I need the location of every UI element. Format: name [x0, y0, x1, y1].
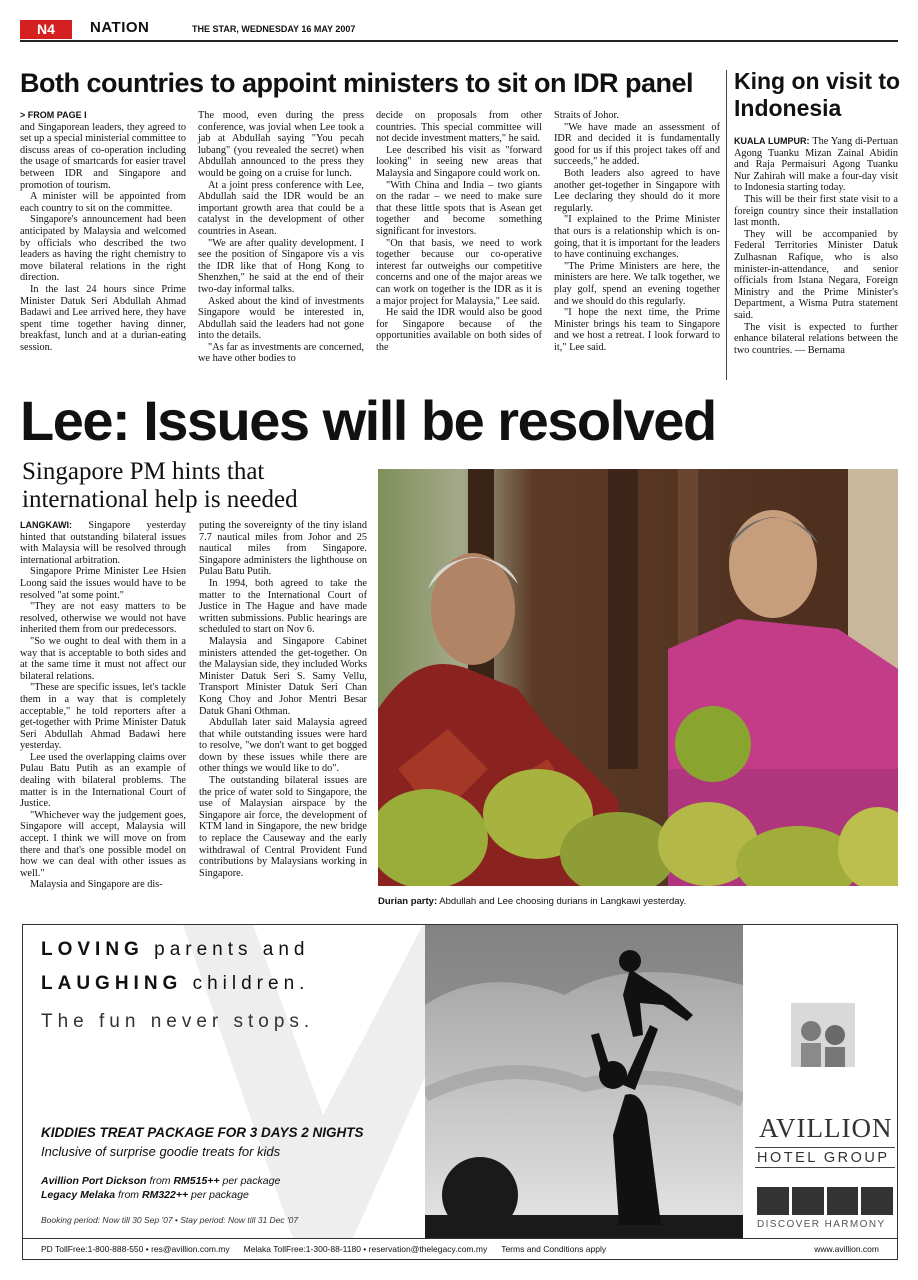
paragraph: In 1994, both agreed to take the matter to the International Court of Justice in The Hague and have made written submissions. Public hearings are scheduled to start on Nov 6. — [199, 577, 367, 636]
caption-text: Abdullah and Lee choosing durians in Langkawi yesterday. — [437, 896, 687, 907]
paragraph: "I hope the next time, the Prime Minister brings his team to Singapore and we host a retreat. I look forward to it," Lee said. — [554, 307, 720, 353]
paragraph: "We are after quality development. I see the position of Singapore vis a vis the IDR like that of Hong Kong to Shenzhen," he said at the end of their two-day informal talks. — [198, 237, 364, 295]
paragraph: This will be their first state visit to a foreign country since their installation last month. — [734, 193, 898, 229]
story2-headline: King on visit to Indonesia — [734, 68, 901, 121]
paragraph: "With China and India – two giants on the radar – we need to make sure that these little spots that is Asean get together and become something significant for investors. — [376, 179, 542, 237]
masthead — [20, 18, 898, 42]
caption-lead: Durian party: — [378, 896, 438, 907]
paragraph: Lee used the overlapping claims over Pulau Batu Putih as an example of dealing with bilateral problems. The matter is in the International Court of Justice. — [20, 751, 186, 810]
paragraph: Malaysia and Singapore are dis- — [30, 879, 163, 891]
section-name: NATION — [90, 19, 150, 36]
price-2-from: from — [115, 1189, 142, 1201]
paragraph: Both leaders also agreed to have another get-together in Singapore with Lee declaring they should do it more regularly. — [554, 167, 720, 214]
ad-line-1-rest: parents and — [143, 939, 310, 960]
story1-column-4 — [554, 110, 720, 353]
paragraph: The outstanding bilateral issues are the price of water sold to Singapore, the use of Malaysian airspace by the Singapore air force, the development of KTM land in Singapore, the new bridge to replace the Causeway and the early withdrawal of Central Provident Fund contributions by Malaysians working in Singapore. — [199, 775, 367, 879]
paragraph: puting the sovereignty of the tiny island 7.7 nautical miles from Johor and 25 nautical miles from Singapore. Singapore administers the lighthouse on Pulau Batu Putih. — [199, 520, 367, 578]
story3-column-1 — [20, 520, 186, 891]
ad-booking-period: Booking period: Now till 30 Sep '07 • Stay period: Now till 31 Dec '07 — [41, 1215, 299, 1225]
footer-melaka-contact: Melaka TollFree:1-300-88-1180 • reservation@thelegacy.com.my — [243, 1243, 488, 1254]
paragraph-text: Singapore yesterday hinted that outstanding bilateral issues with Malaysia will be resolved through international arbitration. — [20, 520, 187, 566]
story1-column-2 — [198, 110, 364, 365]
story1-column-1 — [20, 110, 186, 353]
paragraph — [734, 136, 898, 194]
paragraph: Lee described his visit as "forward looking" in seeing new areas that Malaysia and Singapore could work on. — [376, 144, 542, 179]
paragraph: Straits of Johor. — [554, 110, 619, 121]
paragraph: "Whichever way the judgement goes, Singapore will accept, Malaysia will accept. I think we will move on from there and that's one possible model on how we can deal with other issues as well." — [20, 809, 186, 879]
brand-icon-tile — [792, 1187, 824, 1215]
story3-column-2 — [199, 520, 367, 879]
brand-icon-tile — [861, 1187, 893, 1215]
ad-thumbnail-photo — [791, 1003, 855, 1067]
paragraph: In the last 24 hours since Prime Minister Datuk Seri Abdullah Ahmad Badawi and Lee arrived here, they have spent time together having dinner, breakfast, lunch and at a durian-eating session. — [20, 283, 186, 353]
price-1-from: from — [146, 1175, 174, 1187]
column-divider — [726, 70, 727, 380]
ad-contact-footer — [23, 1238, 897, 1258]
paragraph: The mood, even during the press conference, was jovial when Lee took a jab at Abdullah saying "You pecah lubang" (you revealed the secret) when Abdullah announced to the press they would be going on a cruise for lunch. — [198, 110, 364, 179]
paragraph: "These are specific issues, let's tackle them in a way that is completely acceptable," he told reporters after a get-together with Prime Minister Datuk Seri Abdullah Ahmad Badawi here yesterday. — [20, 682, 186, 752]
ad-line-1-bold: LOVING — [41, 939, 144, 960]
photo-caption — [378, 896, 898, 907]
paragraph: At a joint press conference with Lee, Abdullah said the IDR would be an important growth area that could be a catalyst in the development of other countries in Asean. — [198, 179, 364, 237]
ad-photo-parent-child — [425, 925, 743, 1238]
paragraph: "On that basis, we need to work together because our co-operative interest far outweighs our competitive concerns and one of the major areas we can work on together is the IDR as it is a major project for Malaysia," Lee said. — [376, 237, 542, 307]
story2-column — [734, 136, 898, 356]
paragraph: and Singaporean leaders, they agreed to set up a special ministerial committee to discuss areas of co-operation including the usage of smartcards for easier travel between IDR and Singapore and promotion of tourism. — [20, 121, 186, 191]
ad-line-3: The fun never stops. — [41, 1011, 315, 1032]
price-2-unit: per package — [188, 1189, 249, 1201]
paragraph: "We have made an assessment of IDR and decided it is fundamentally good for us if this project takes off and succeeds," he added. — [554, 121, 720, 168]
hotel-advertisement — [22, 924, 898, 1260]
ad-line-2-rest: children. — [182, 973, 310, 994]
photo-illustration — [378, 469, 898, 886]
paragraph: Malaysia and Singapore Cabinet ministers attended the get-together. On the Malaysian side, they included Works Minister Datuk Seri S. Samy Vellu, Transport Minister Datuk Seri Chan Kong Choy and Johor Mentri Besar Datuk Ghani Othman. — [199, 635, 367, 717]
price-2-amount: RM322++ — [141, 1189, 189, 1201]
paragraph: He said the IDR would also be good for Singapore because of the opportunities available on both sides of the — [376, 307, 542, 353]
story3-headline: Lee: Issues will be resolved — [20, 389, 716, 452]
page-number-tag: N4 — [20, 20, 72, 39]
footer-pd-contact: PD TollFree:1-800-888-550 • res@avillion.com.my — [41, 1243, 230, 1254]
ad-price-port-dickson — [41, 1175, 280, 1187]
story3-byline: LANGKAWI: — [20, 520, 72, 530]
paragraph: Asked about the kind of investments Singapore would be interested in, Abdullah said the leaders had not gone into the details. — [198, 295, 364, 342]
story1-headline: Both countries to appoint ministers to sit on IDR panel — [20, 68, 694, 98]
price-1-name: Avillion Port Dickson — [41, 1175, 147, 1187]
price-1-unit: per package — [219, 1175, 281, 1187]
paragraph: decide on proposals from other countries. This special committee will not decide investment matters," he said. — [376, 110, 542, 145]
footer-website: www.avillion.com — [814, 1243, 879, 1254]
footer-terms: Terms and Conditions apply — [501, 1243, 607, 1254]
brand-hotel-group: HOTEL GROUP — [755, 1147, 895, 1168]
paragraph: The visit is expected to further enhance bilateral relations between the two countries. — Bernama — [734, 321, 898, 356]
paragraph: A minister will be appointed from each country to sit on the committee. — [20, 191, 186, 214]
paragraph: Singapore's announcement had been anticipated by Malaysia and welcomed by officials who described the two leaders as having the right chemistry to move bilateral relations in the right direction. — [20, 214, 186, 284]
ad-price-melaka — [41, 1189, 249, 1201]
brand-logo-wordmark: AVILLION — [759, 1113, 893, 1143]
dateline: THE STAR, WEDNESDAY 16 MAY 2007 — [192, 24, 356, 34]
story2-byline: KUALA LUMPUR: — [734, 136, 810, 146]
story1-column-3 — [376, 110, 542, 353]
ad-package-subtitle: Inclusive of surprise goodie treats for kids — [41, 1144, 281, 1159]
brand-icon-tile — [757, 1187, 789, 1215]
paragraph — [20, 520, 186, 566]
paragraph: "They are not easy matters to be resolved, otherwise we would not have inherited them from our predecessors. — [20, 601, 186, 636]
paragraph: Singapore Prime Minister Lee Hsien Loong said the issues would have to be resolved "at some point." — [20, 566, 186, 601]
brand-tagline: DISCOVER HARMONY — [757, 1219, 886, 1230]
price-1-amount: RM515++ — [173, 1175, 220, 1187]
paragraph: "I explained to the Prime Minister that ours is a relationship which is on-going, that it is important for the leaders to have continuing exchanges. — [554, 214, 720, 261]
price-2-name: Legacy Melaka — [41, 1189, 116, 1201]
brand-icons — [757, 1187, 893, 1215]
paragraph: They will be accompanied by Federal Territories Minister Datuk Zulhasnan Rafique, who is also minister-in-attendance, and senior officials from Istana Negara, Foreign Ministry and the Prime Minister's Department, a Wisma Putra statement said. — [734, 228, 898, 321]
paragraph: Abdullah later said Malaysia agreed that while outstanding issues were hard to resolve, "we don't want to get bogged down by these issues while there are other things we would like to do". — [199, 717, 367, 775]
ad-line-1 — [41, 939, 309, 961]
paragraph: "So we ought to deal with them in a way that is acceptable to both sides and at the same time it must not affect our bilateral relations. — [20, 635, 186, 682]
ad-line-2 — [41, 973, 309, 995]
ad-line-2-bold: LAUGHING — [41, 973, 183, 994]
story3-deck: Singapore PM hints that international help is needed — [22, 458, 298, 513]
ad-package-title: KIDDIES TREAT PACKAGE FOR 3 DAYS 2 NIGHTS — [41, 1125, 364, 1140]
brand-icon-tile — [827, 1187, 859, 1215]
paragraph-text: The Yang di-Pertuan Agong Tuanku Mizan Zainal Abidin and Raja Permaisuri Agong Tuanku Nur Zahirah will make a four-day visit to Indonesia starting today. — [734, 136, 898, 194]
paragraph: "As far as investments are concerned, we have other bodies to — [198, 341, 364, 365]
paragraph: "The Prime Ministers are here, the ministers are here. We talk together, we play golf, spend an evening together and we should do this regularly. — [554, 260, 720, 307]
news-photo-durian — [378, 469, 898, 886]
continued-kicker: > FROM PAGE I — [20, 110, 87, 120]
